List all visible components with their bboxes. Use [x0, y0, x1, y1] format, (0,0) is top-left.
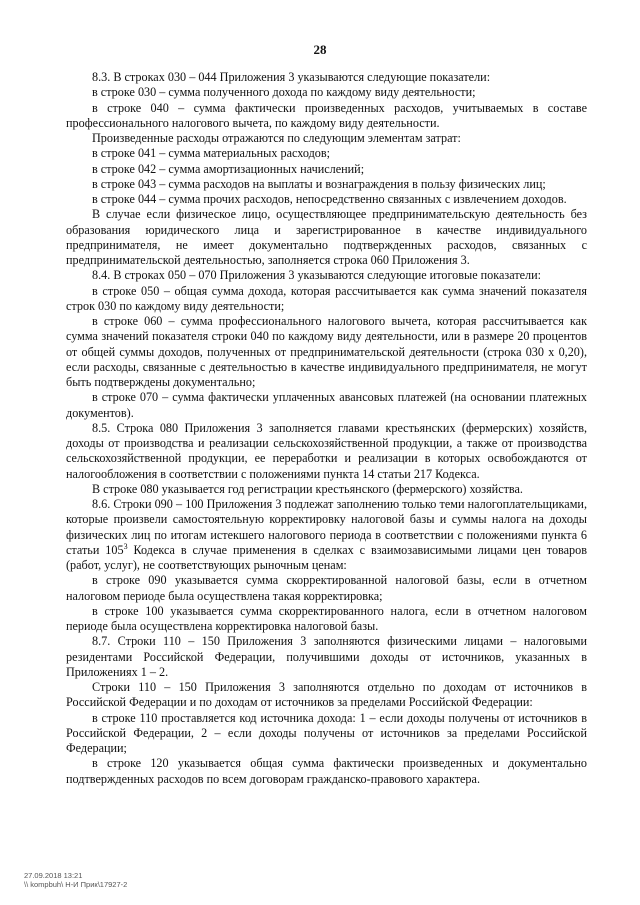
footer-date: 27.09.2018 13:21	[24, 871, 83, 880]
paragraph: в строке 041 – сумма материальных расходов;	[92, 146, 331, 161]
footer-stamp	[24, 871, 127, 889]
paragraph: в строке 030 – сумма полученного дохода по каждому виду деятельности;	[92, 85, 476, 100]
document-body	[66, 70, 587, 787]
paragraph: в строке 040 – сумма фактически произведенных расходов, учитываемых в составе профессионального налогового вычета, по каждому виду деятельности.	[66, 100, 587, 130]
paragraph: В случае если физическое лицо, осуществляющее предпринимательскую деятельность без образования юридического лица и зарегистрированное в качестве индивидуального предпринимателя, не имеет документально подтвержденных расходов, связанных с предпринимательской деятельностью, заполняется строка 060 Приложения 3.	[66, 207, 587, 267]
paragraph: в строке 060 – сумма профессионального налогового вычета, которая рассчитывается как сумма значений показателя строки 040 по каждому виду деятельности, или в размере 20 процентов от общей суммы доходов, полученных от предпринимательской деятельности (строка 030 х 0,20), если расходы, связанные с деятельностью в качестве индивидуального предпринимателя, не могут быть подтверждены документально;	[66, 314, 587, 389]
paragraph-8-6	[66, 497, 587, 573]
paragraph: в строке 042 – сумма амортизационных начислений;	[92, 161, 365, 176]
paragraph: 8.4. В строках 050 – 070 Приложения 3 указываются следующие итоговые показатели:	[92, 268, 542, 283]
paragraph: в строке 110 проставляется код источника дохода: 1 – если доходы получены от источников в Российской Федерации, 2 – если доходы получены от источников за пределами Российской Федерации;	[66, 710, 587, 755]
footer-path: \\ kompbuh\ Н-И Прик\17927-2	[24, 880, 128, 889]
paragraph: Строки 110 – 150 Приложения 3 заполняются отдельно по доходам от источников в Российской Федерации и по доходам от источников за пределами Российской Федерации:	[66, 680, 587, 710]
paragraph: 8.5. Строка 080 Приложения 3 заполняется главами крестьянских (фермерских) хозяйств, доходы от производства и реализации сельскохозяйственной продукции, а также от производства сельскохозяйственной продукции, ее переработки и реализации в которых освобождаются от налогообложения в соответствии с положениями пункта 14 статьи 217 Кодекса.	[66, 420, 587, 481]
paragraph: 8.7. Строки 110 – 150 Приложения 3 заполняются физическими лицами – налоговыми резидентами Российской Федерации, получившими доходы от источников, указанных в Приложениях 1 – 2.	[66, 634, 587, 679]
paragraph: в строке 070 – сумма фактически уплаченных авансовых платежей (на основании платежных документов).	[66, 390, 587, 420]
paragraph-8-6-text: 8.6. Строки 090 – 100 Приложения 3 подлежат заполнению только теми налогоплательщиками, которые произвели самостоятельную корректировку налоговой базы и суммы налога на доходы физических лиц по итогам истекшего налогового периода в соответствии с положениями пункта 6 статьи 105	[66, 497, 587, 557]
paragraph: в строке 050 – общая сумма дохода, которая рассчитывается как сумма значений показателя строк 030 по каждому виду деятельности;	[66, 283, 587, 313]
paragraph: в строке 044 – сумма прочих расходов, непосредственно связанных с извлечением доходов.	[92, 192, 567, 206]
paragraph: в строке 043 – сумма расходов на выплаты и вознаграждения в пользу физических лиц;	[92, 176, 546, 191]
paragraph: в строке 120 указывается общая сумма фактически произведенных и документально подтвержденных расходов по всем договорам гражданско-правового характера.	[66, 756, 587, 786]
page-number: 28	[313, 42, 327, 57]
paragraph-8-6-text-cont: Кодекса в случае применения в сделках с взаимозависимыми лицами цен товаров (работ, услуг), не соответствующих рыночным ценам:	[66, 542, 587, 572]
paragraph: Произведенные расходы отражаются по следующим элементам затрат:	[92, 131, 461, 145]
paragraph: 8.3. В строках 030 – 044 Приложения 3 указываются следующие показатели:	[92, 70, 491, 84]
paragraph: в строке 100 указывается сумма скорректированного налога, если в отчетном налоговом периоде была осуществлена корректировка налоговой базы.	[66, 603, 587, 633]
superscript: 3	[123, 541, 128, 551]
paragraph: В строке 080 указывается год регистрации крестьянского (фермерского) хозяйства.	[92, 481, 523, 496]
paragraph: в строке 090 указывается сумма скорректированной налоговой базы, если в отчетном налоговом периоде была осуществлена такая корректировка;	[66, 573, 587, 603]
